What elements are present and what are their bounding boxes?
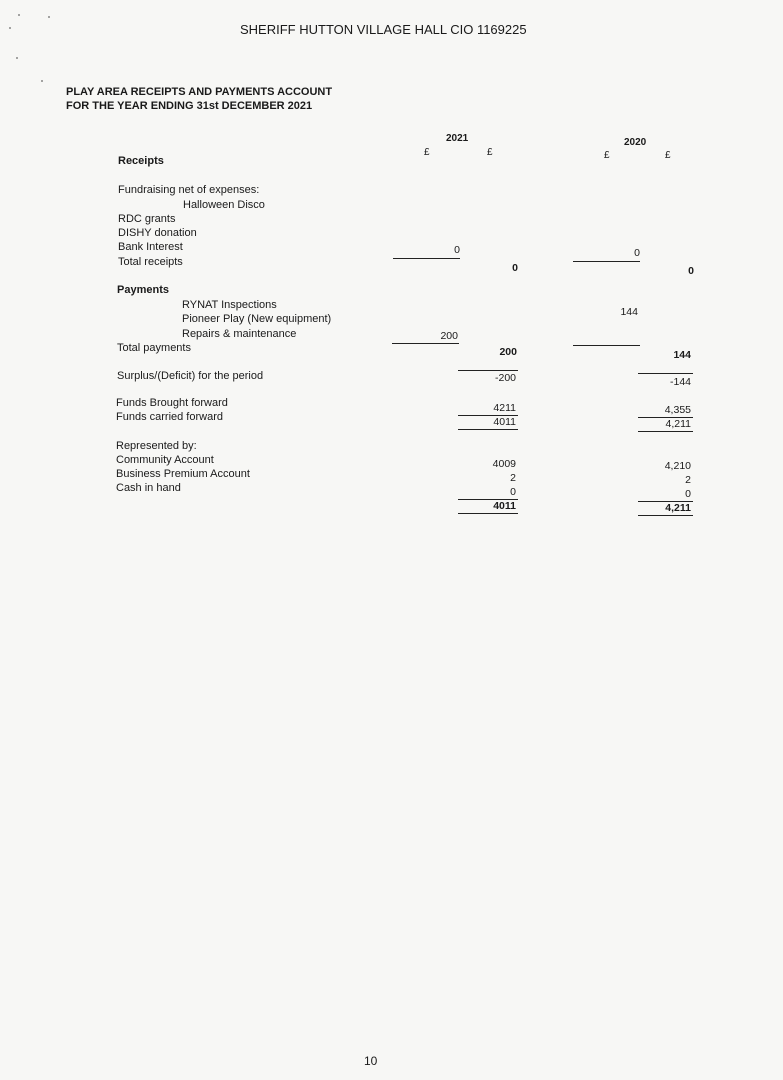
currency-symbol: £ [487, 147, 493, 158]
fundraising-label: Fundraising net of expenses: [118, 184, 260, 196]
rynat-inspections-label: RYNAT Inspections [182, 299, 277, 311]
currency-symbol: £ [604, 150, 610, 161]
cash-2021: 0 [510, 486, 516, 498]
funds-carried-forward-label: Funds carried forward [116, 411, 223, 423]
community-2021: 4009 [492, 458, 516, 470]
community-account-label: Community Account [116, 454, 214, 466]
underline-rule [392, 343, 459, 344]
underline-rule [458, 370, 518, 371]
currency-symbol: £ [665, 150, 671, 161]
business-2021: 2 [510, 472, 516, 484]
funds-bf-2020: 4,355 [664, 404, 691, 416]
underline-rule [638, 515, 693, 516]
surplus-deficit-label: Surplus/(Deficit) for the period [117, 370, 264, 382]
year-2020-header: 2020 [624, 137, 647, 148]
repairs-2021: 200 [440, 330, 458, 342]
pioneer-play-label: Pioneer Play (New equipment) [182, 313, 332, 325]
receipts-subtotal-2021: 0 [454, 244, 460, 256]
cash-2020: 0 [685, 488, 691, 500]
scan-speck [18, 14, 20, 16]
surplus-2021: -200 [494, 372, 516, 384]
statement-subtitle: FOR THE YEAR ENDING 31st DECEMBER 2021 [66, 100, 313, 112]
page-number: 10 [364, 1054, 378, 1068]
funds-cf-2020: 4,211 [665, 418, 691, 430]
scan-speck [9, 27, 11, 29]
total-receipts-2020: 0 [688, 265, 694, 277]
underline-rule [638, 431, 693, 432]
year-2021-header: 2021 [446, 133, 469, 144]
underline-rule [638, 373, 693, 374]
underline-rule [458, 429, 518, 430]
underline-rule [573, 261, 640, 262]
dishy-donation-label: DISHY donation [118, 227, 197, 239]
halloween-disco-label: Halloween Disco [183, 199, 265, 211]
underline-rule [458, 513, 518, 514]
funds-brought-forward-label: Funds Brought forward [116, 397, 228, 409]
payments-heading: Payments [117, 284, 169, 296]
total-payments-2021: 200 [499, 346, 517, 358]
represented-total-2021: 4011 [493, 500, 516, 512]
scan-speck [41, 80, 43, 82]
business-premium-label: Business Premium Account [116, 468, 250, 480]
total-receipts-label: Total receipts [118, 256, 183, 268]
surplus-2020: -144 [669, 376, 691, 388]
currency-symbol: £ [424, 147, 430, 158]
total-payments-label: Total payments [117, 342, 191, 354]
statement-title: PLAY AREA RECEIPTS AND PAYMENTS ACCOUNT [66, 86, 333, 98]
total-payments-2020: 144 [673, 349, 691, 361]
scan-speck [48, 16, 50, 18]
organization-header: SHERIFF HUTTON VILLAGE HALL CIO 1169225 [240, 22, 527, 37]
scan-speck [16, 57, 18, 59]
total-receipts-2021: 0 [512, 262, 518, 274]
rdc-grants-label: RDC grants [118, 213, 176, 225]
underline-rule [393, 258, 460, 259]
bank-interest-label: Bank Interest [118, 241, 183, 253]
cash-in-hand-label: Cash in hand [116, 482, 181, 494]
rynat-2020: 144 [620, 306, 638, 318]
community-2020: 4,210 [664, 460, 691, 472]
repairs-maintenance-label: Repairs & maintenance [182, 328, 297, 340]
business-2020: 2 [685, 474, 691, 486]
underline-rule [573, 345, 640, 346]
funds-bf-2021: 4211 [493, 402, 516, 414]
represented-by-heading: Represented by: [116, 440, 197, 452]
funds-cf-2021: 4011 [493, 416, 516, 428]
represented-total-2020: 4,211 [665, 502, 691, 514]
receipts-heading: Receipts [118, 155, 164, 167]
receipts-subtotal-2020: 0 [634, 247, 640, 259]
